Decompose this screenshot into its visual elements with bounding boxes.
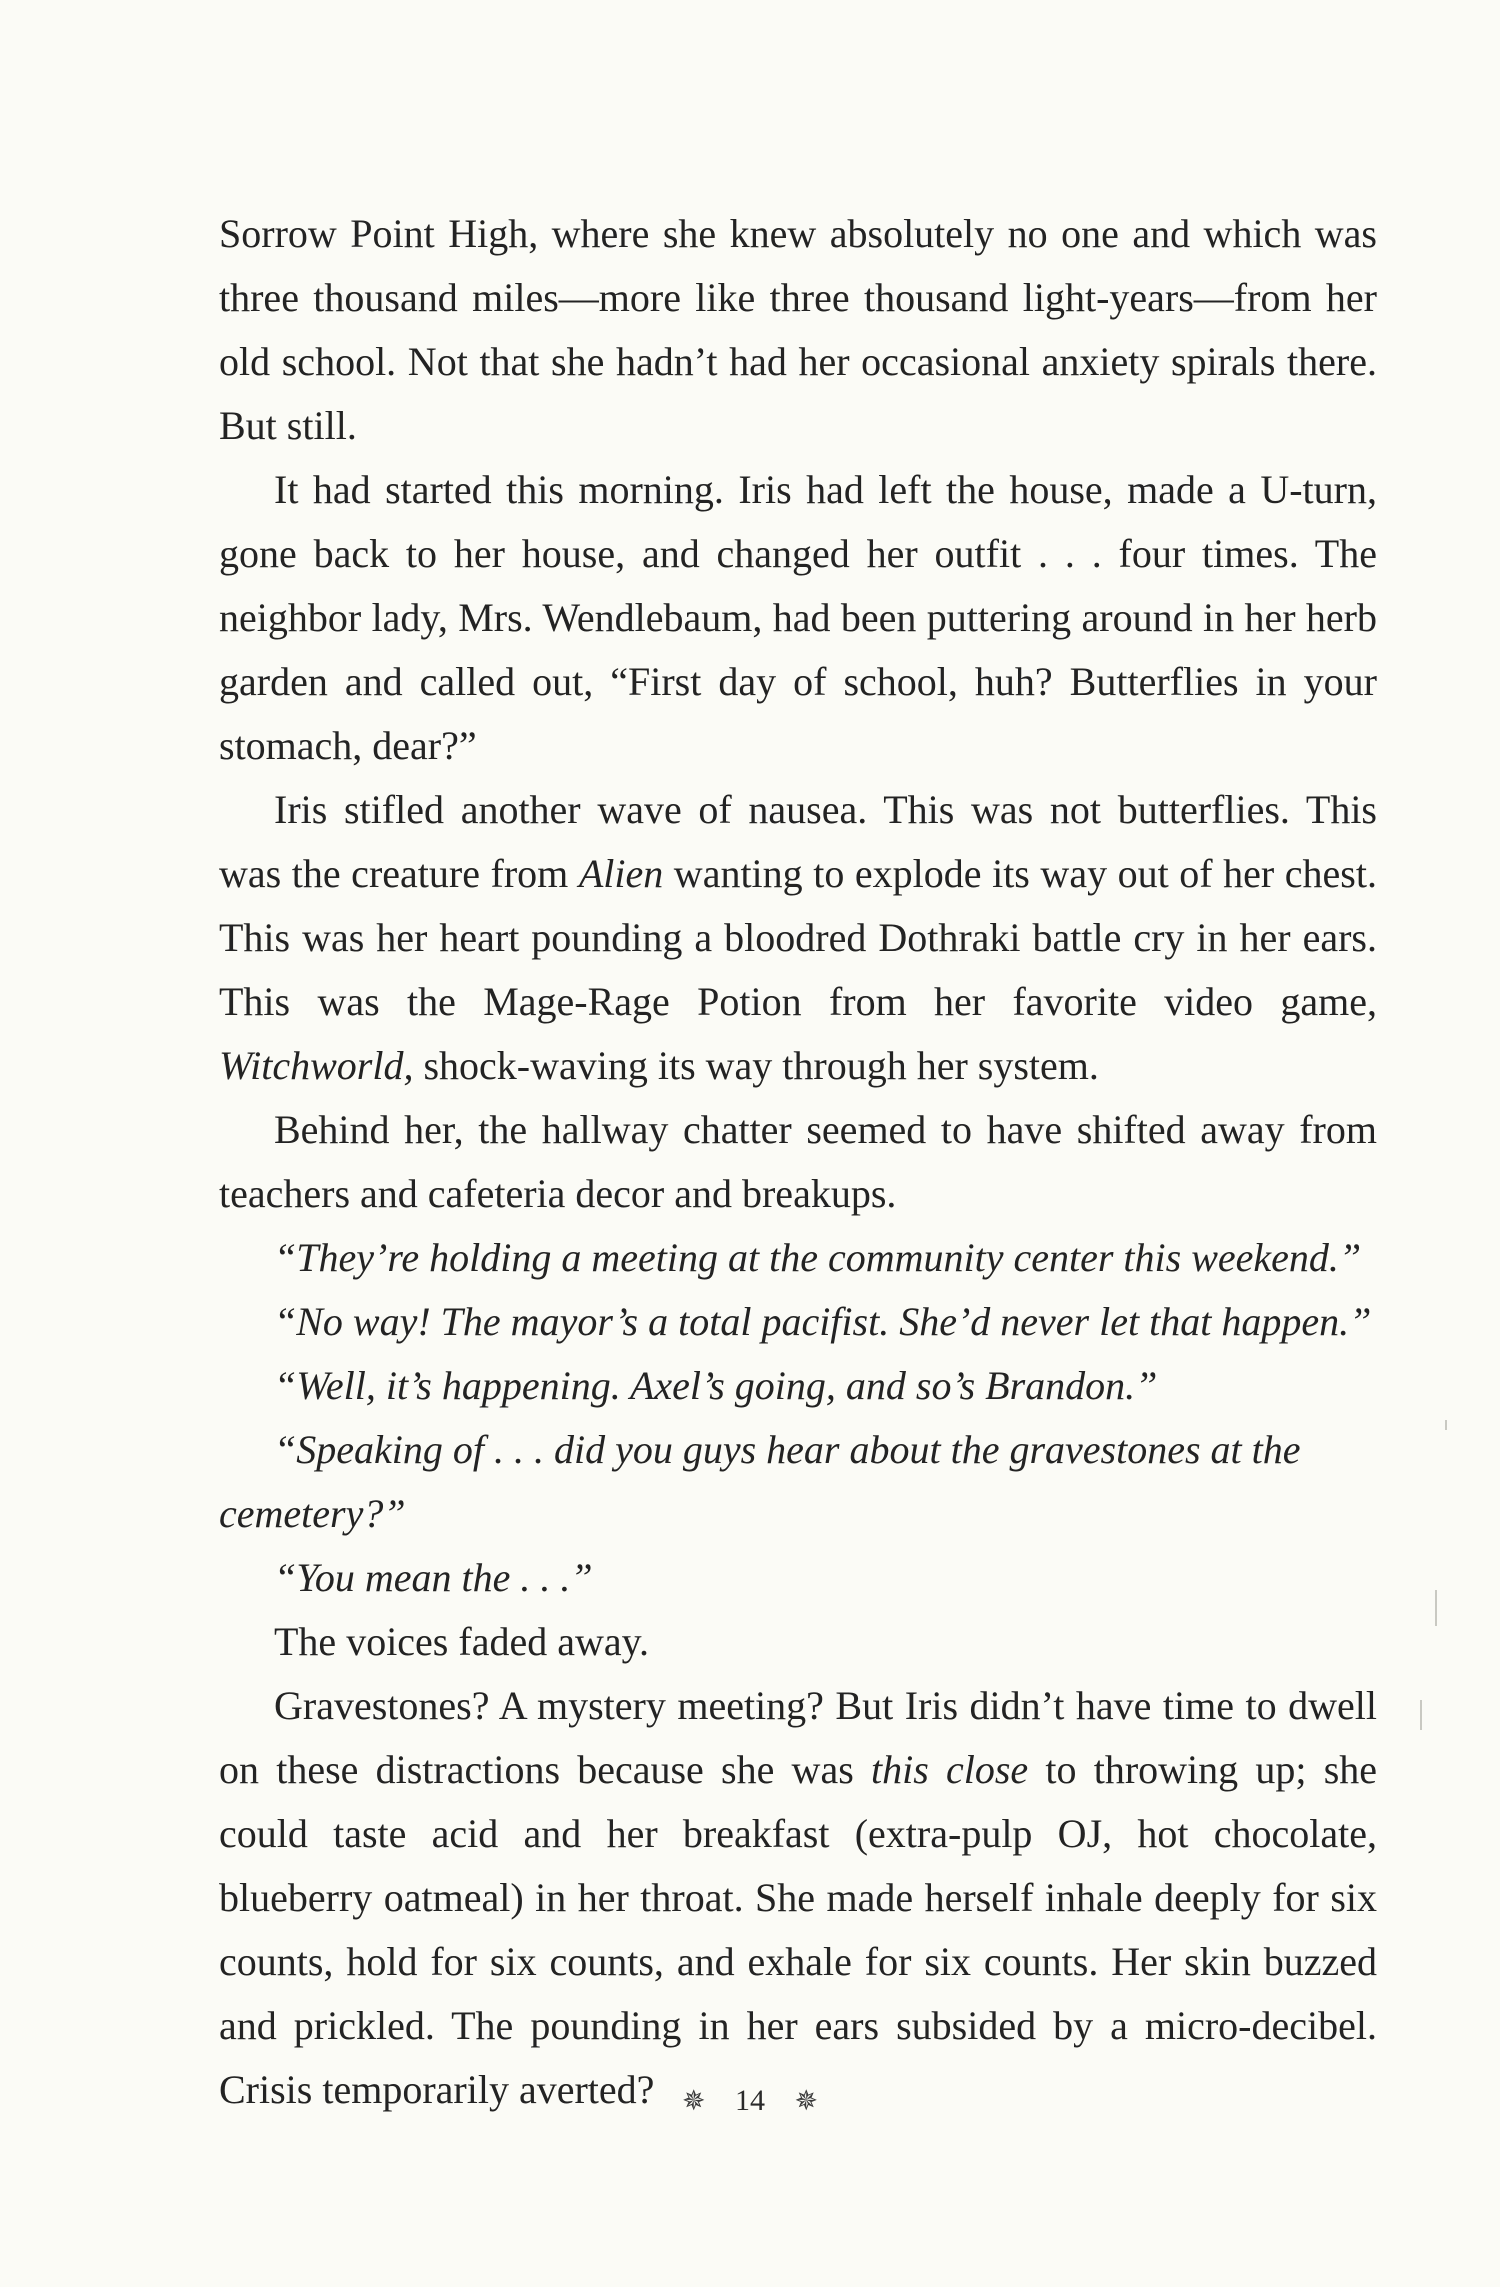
scan-speck xyxy=(1420,1700,1422,1730)
paragraph-3-part-5: shock-waving its way through her system. xyxy=(413,1043,1099,1088)
this-close-emphasis: this close xyxy=(870,1747,1029,1792)
paragraph-3 xyxy=(219,778,1377,1098)
dialogue-line-4: “Speaking of . . . did you guys hear about the gravestones at the cemetery?” xyxy=(219,1427,1301,1536)
dialogue-line-3: “Well, it’s happening. Axel’s going, and so’s Brandon.” xyxy=(274,1363,1158,1408)
paragraph-6 xyxy=(219,1674,1377,2122)
paragraph-2: It had started this morning. Iris had left the house, made a U-turn, gone back to her house, and changed her outfit . . . four times. The neighbor lady, Mrs. Wendlebaum, had been puttering around in her herb garden and called out, “First day of school, huh? Butterflies in your stomach, dear?” xyxy=(219,467,1377,768)
scan-speck xyxy=(1445,1420,1447,1430)
paragraph-3-part-1: Iris stifled another wave of nausea. This was not butterflies. This was the creature from xyxy=(219,787,1377,896)
page-number: 14 xyxy=(735,2084,765,2118)
paragraph-4: Behind her, the hallway chatter seemed to have shifted away from teachers and cafeteria decor and breakups. xyxy=(219,1107,1377,1216)
star-ornament-left-icon: ✵ xyxy=(682,2086,706,2118)
dialogue-line-2: “No way! The mayor’s a total pacifist. She’d never let that happen.” xyxy=(274,1299,1372,1344)
scan-speck xyxy=(1435,1590,1437,1626)
alien-title: Alien xyxy=(578,851,664,896)
paragraph-5: The voices faded away. xyxy=(274,1619,649,1664)
paragraph-3-part-3: wanting to explode its way out of her chest. This was her heart pounding a bloodred Dothraki battle cry in her ears. This was the Mage-Rage Potion from her favorite video game, xyxy=(219,851,1377,1024)
page-footer xyxy=(0,2082,1500,2118)
dialogue-line-5: “You mean the . . .” xyxy=(274,1555,593,1600)
paragraph-1: Sorrow Point High, where she knew absolutely no one and which was three thousand miles—more like three thousand light-years—from her old school. Not that she hadn’t had her occasional anxiety spirals there. But still. xyxy=(219,211,1377,448)
star-ornament-right-icon: ✵ xyxy=(794,2086,818,2118)
body-text xyxy=(219,202,1377,2122)
witchworld-title: Witchworld, xyxy=(219,1043,414,1088)
dialogue-line-1: “They’re holding a meeting at the community center this weekend.” xyxy=(274,1235,1362,1280)
paragraph-6-part-1: Gravestones? A mystery meeting? But Iris didn’t have time to dwell on these distractions because she was xyxy=(219,1683,1377,1792)
paragraph-6-part-3: to throwing up; she could taste acid and her breakfast (extra-pulp OJ, hot chocolate, blueberry oatmeal) in her throat. She made herself inhale deeply for six counts, hold for six counts, and exhale for six counts. Her skin buzzed and prickled. The pounding in her ears subsided by a micro-decibel. Crisis temporarily averted? xyxy=(219,1747,1378,2112)
